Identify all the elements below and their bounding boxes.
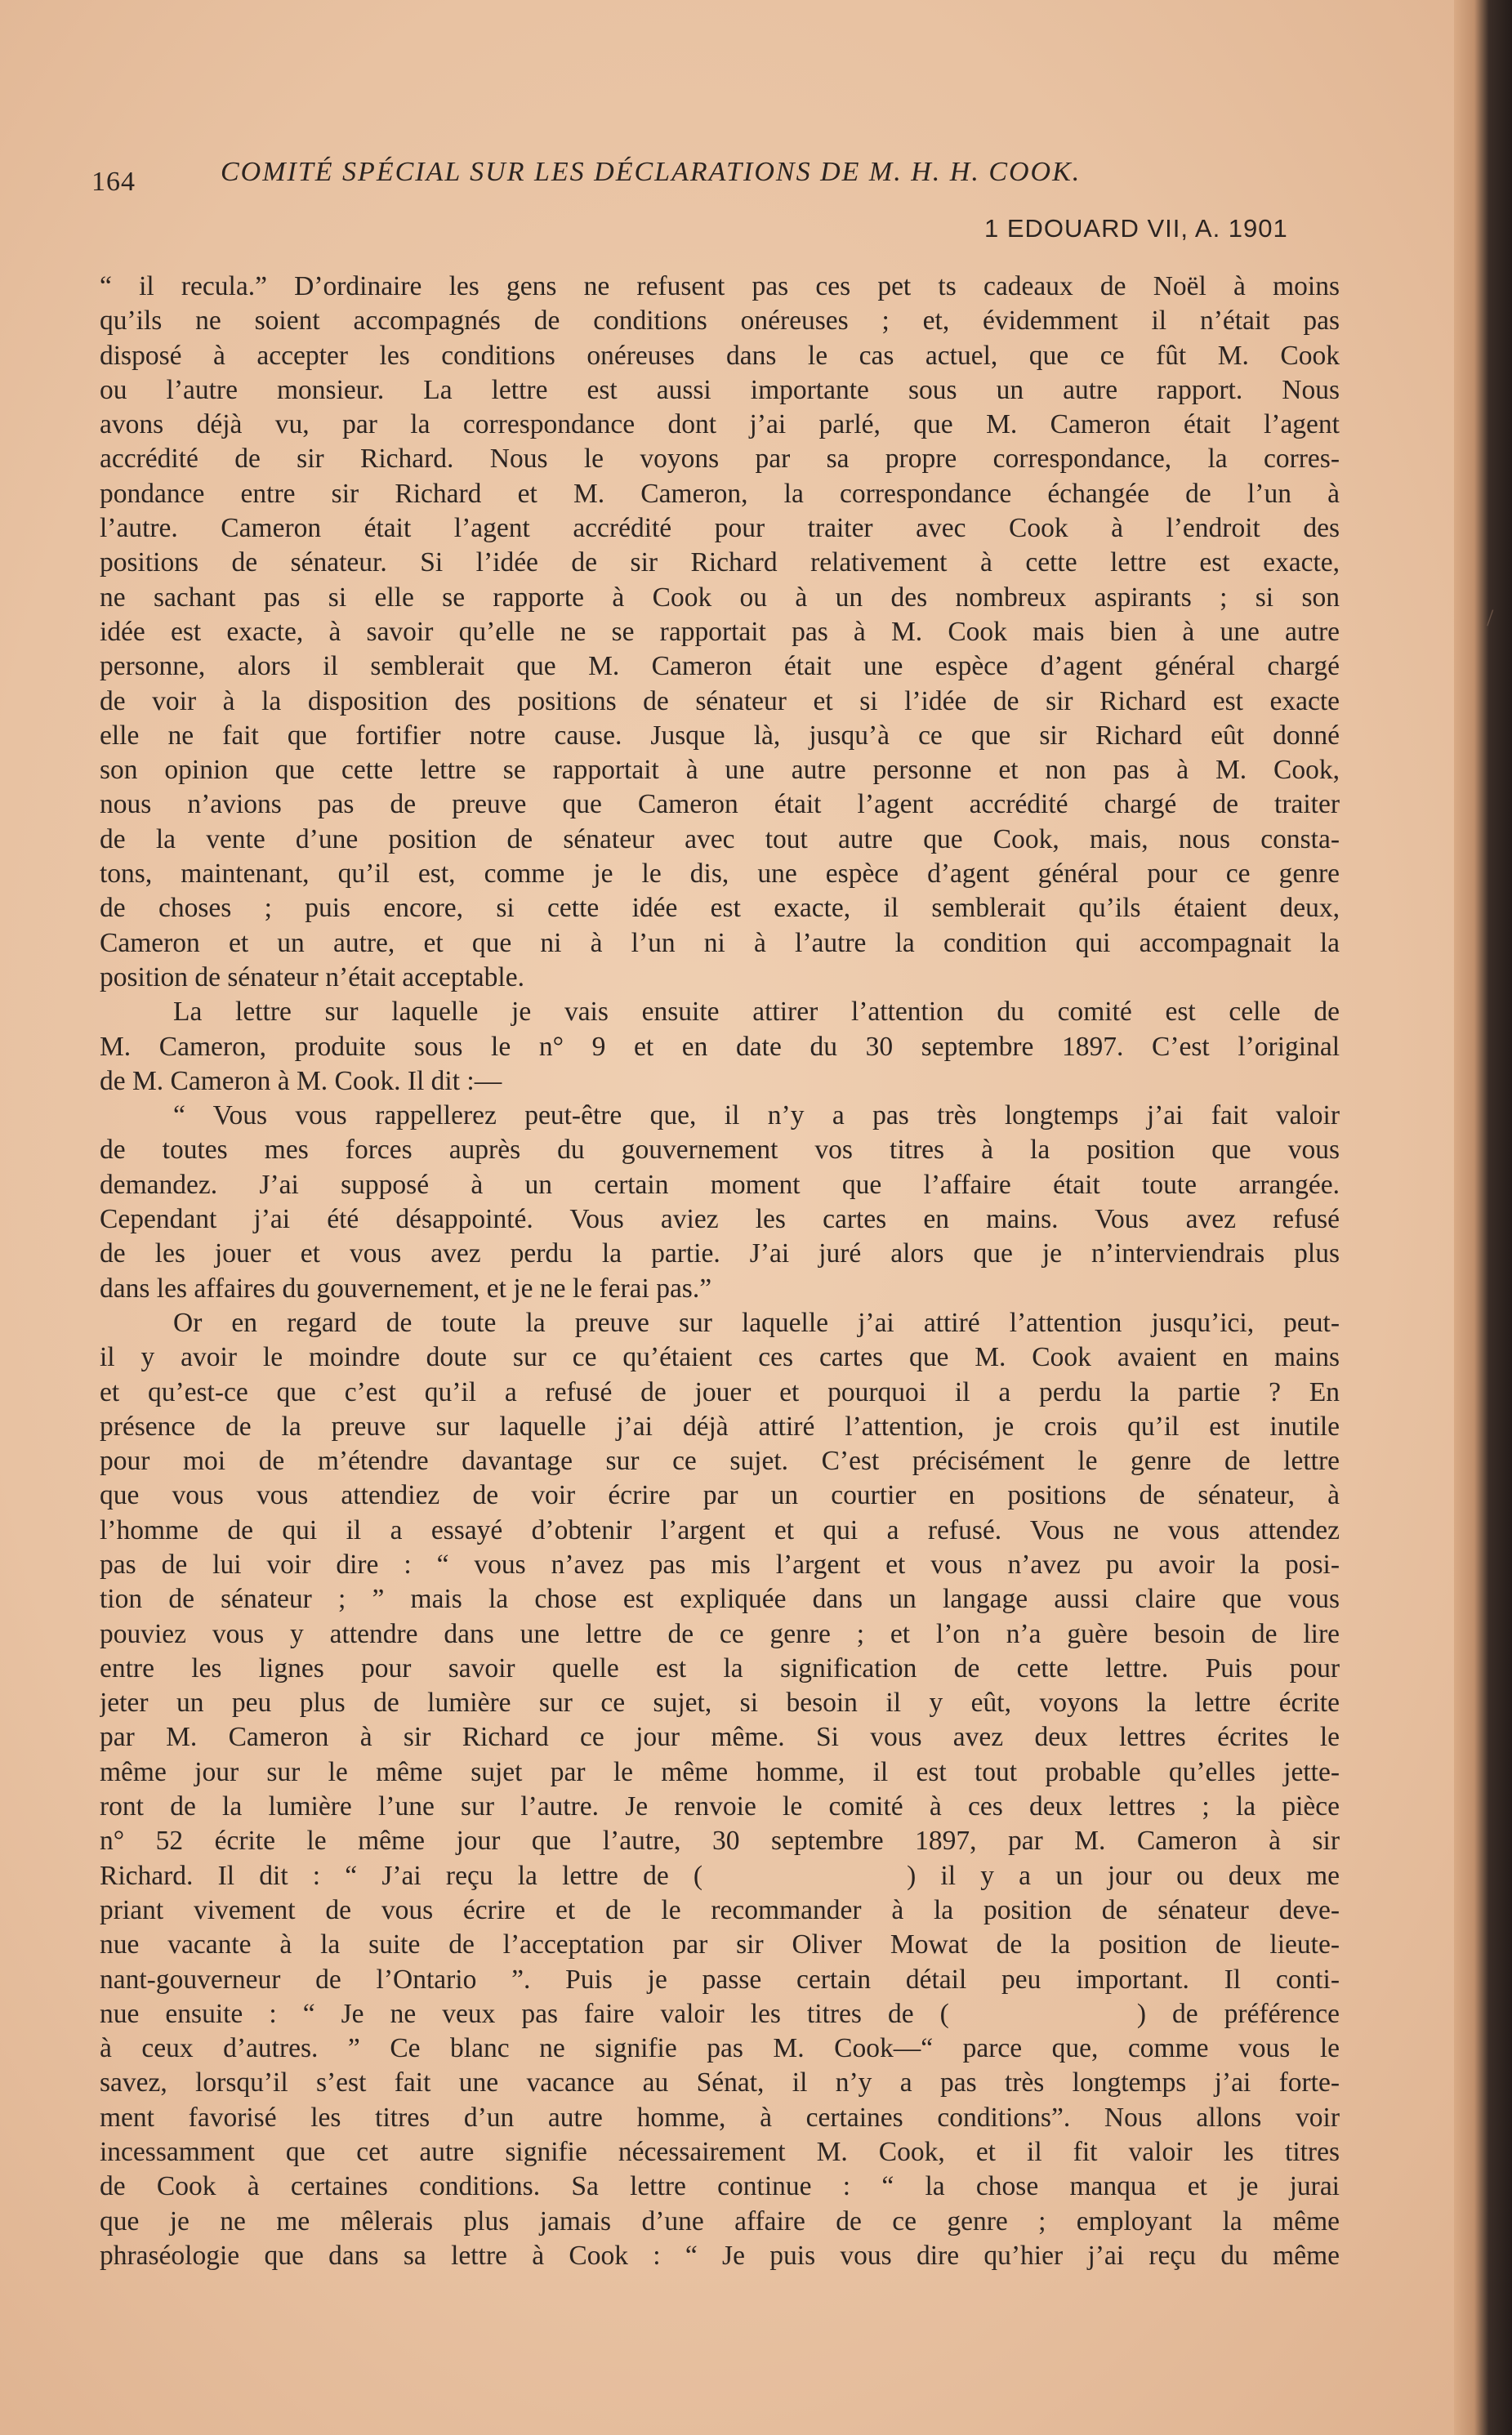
text-line-with-blank — [100, 1859, 1340, 1893]
text-line: tion de sénateur ; ” mais la chose est expliquée dans un langage aussi claire que vous — [100, 1584, 1340, 1615]
text-line: Cependant j’ai été désappointé. Vous aviez les cartes en mains. Vous avez refusé — [100, 1204, 1340, 1235]
text-line: l’homme de qui il a essayé d’obtenir l’argent et qui a refusé. Vous ne vous attendez — [100, 1514, 1340, 1545]
page-number: 164 — [91, 167, 136, 197]
text-line: demandez. J’ai supposé à un certain moment que l’affaire était toute arrangée. — [100, 1169, 1340, 1200]
margin-mark: / — [1487, 604, 1494, 631]
text-line: nous n’avions pas de preuve que Cameron était l’agent accrédité chargé de traiter — [100, 789, 1340, 820]
text-line-with-blank — [100, 1997, 1340, 2031]
text-line: priant vivement de vous écrire et de le recommander à la position de sénateur deve- — [100, 1894, 1340, 1925]
text-line: elle ne fait que fortifier notre cause. Jusque là, jusqu’à ce que sir Richard eût donné — [100, 720, 1340, 751]
text-line: à ceux d’autres. ” Ce blanc ne signifie pas M. Cook—“ parce que, comme vous le — [100, 2033, 1340, 2064]
text-line: idée est exacte, à savoir qu’elle ne se rapportait pas à M. Cook mais bien à une autre — [100, 616, 1340, 647]
text-line: par M. Cameron à sir Richard ce jour même. Si vous avez deux lettres écrites le — [100, 1722, 1340, 1753]
text-segment: nue ensuite : “ Je ne veux pas faire valoir les titres de ( — [100, 1998, 949, 2029]
text-line: qu’ils ne soient accompagnés de conditions onéreuses ; et, évidemment il n’était pas — [100, 305, 1340, 337]
text-line: La lettre sur laquelle je vais ensuite attirer l’attention du comité est celle de — [173, 997, 1340, 1028]
text-line: de les jouer et vous avez perdu la partie. J’ai juré alors que je n’interviendrais plus — [100, 1238, 1340, 1269]
text-line: personne, alors il semblerait que M. Cameron était une espèce d’agent général chargé — [100, 651, 1340, 682]
text-line: Cameron et un autre, et que ni à l’un ni à l’autre la condition qui accompagnait la — [100, 927, 1340, 958]
text-line: disposé à accepter les conditions onéreuses dans le cas actuel, que ce fût M. Cook — [100, 340, 1340, 371]
text-line: Or en regard de toute la preuve sur laquelle j’ai attiré l’attention jusqu’ici, peut- — [173, 1307, 1340, 1338]
text-line: pondance entre sir Richard et M. Cameron, la correspondance échangée de l’un à — [100, 478, 1340, 509]
text-line: que je ne me mêlerais plus jamais d’une affaire de ce genre ; employant la même — [100, 2205, 1340, 2237]
text-line: avons déjà vu, par la correspondance dont j’ai parlé, que M. Cameron était l’agent — [100, 409, 1340, 440]
text-line: nant-gouverneur de l’Ontario ”. Puis je passe certain détail peu important. Il conti- — [100, 1964, 1340, 1995]
session-label: 1 EDOUARD VII, A. 1901 — [984, 214, 1288, 243]
text-line: ne sachant pas si elle se rapporte à Cook ou à un des nombreux aspirants ; si son — [100, 582, 1340, 613]
body-text — [100, 270, 1340, 2273]
text-line: que vous vous attendiez de voir écrire par un courtier en positions de sénateur, à — [100, 1480, 1340, 1511]
text-line: de M. Cameron à M. Cook. Il dit :— — [100, 1065, 502, 1096]
text-line: tons, maintenant, qu’il est, comme je le dis, une espèce d’agent général pour ce genre — [100, 858, 1340, 890]
text-line: entre les lignes pour savoir quelle est la signification de cette lettre. Puis pour — [100, 1652, 1340, 1684]
text-line: position de sénateur n’était acceptable. — [100, 961, 524, 992]
text-line: n° 52 écrite le même jour que l’autre, 30 septembre 1897, par M. Cameron à sir — [100, 1826, 1340, 1857]
text-line: il y avoir le moindre doute sur ce qu’étaient ces cartes que M. Cook avaient en mains — [100, 1342, 1340, 1373]
text-line: son opinion que cette lettre se rapportait à une autre personne et non pas à M. Cook, — [100, 755, 1340, 786]
text-line: savez, lorsqu’il s’est fait une vacance au Sénat, il n’y a pas très longtemps j’ai forte- — [100, 2067, 1340, 2098]
text-line: M. Cameron, produite sous le n° 9 et en date du 30 septembre 1897. C’est l’original — [100, 1031, 1340, 1062]
text-line: même jour sur le même sujet par le même homme, il est tout probable qu’elles jette- — [100, 1756, 1340, 1787]
text-line: positions de sénateur. Si l’idée de sir Richard relativement à cette lettre est exacte, — [100, 547, 1340, 578]
text-line: jeter un peu plus de lumière sur ce sujet, si besoin il y eût, voyons la lettre écrite — [100, 1688, 1340, 1719]
text-line: de la vente d’une position de sénateur avec tout autre que Cook, mais, nous consta- — [100, 823, 1340, 854]
text-line: nue vacante à la suite de l’acceptation par sir Oliver Mowat de la position de lieute- — [100, 1929, 1340, 1960]
text-line: de choses ; puis encore, si cette idée est exacte, il semblerait qu’ils étaient deux, — [100, 893, 1340, 924]
text-line: ment favorisé les titres d’un autre homme, à certaines conditions”. Nous allons voir — [100, 2102, 1340, 2133]
text-line: et qu’est-ce que c’est qu’il a refusé de jouer et pourquoi il a perdu la partie ? En — [100, 1376, 1340, 1407]
running-title: COMITÉ SPÉCIAL SUR LES DÉCLARATIONS DE M. H. H. COOK. — [221, 157, 1082, 187]
text-line: phraséologie que dans sa lettre à Cook : “ Je puis vous dire qu’hier j’ai reçu du même — [100, 2240, 1340, 2271]
text-line: l’autre. Cameron était l’agent accrédité pour traiter avec Cook à l’endroit des — [100, 513, 1340, 544]
page-binding-edge — [1454, 0, 1512, 2435]
text-segment: ) il y a un jour ou deux me — [907, 1860, 1340, 1891]
text-line: de voir à la disposition des positions de sénateur et si l’idée de sir Richard est exacte — [100, 685, 1340, 716]
text-line: “ Vous vous rappellerez peut-être que, il n’y a pas très longtemps j’ai fait valoir — [173, 1100, 1340, 1131]
text-line: de Cook à certaines conditions. Sa lettre continue : “ la chose manqua et je jurai — [100, 2171, 1340, 2202]
text-segment: Richard. Il dit : “ J’ai reçu la lettre de ( — [100, 1860, 703, 1891]
text-line: pour moi de m’étendre davantage sur ce sujet. C’est précisément le genre de lettre — [100, 1446, 1340, 1477]
text-segment: ) de préférence — [1136, 1998, 1340, 2029]
text-line: incessamment que cet autre signifie nécessairement M. Cook, et il fit valoir les titres — [100, 2137, 1340, 2168]
text-line: “ il recula.” D’ordinaire les gens ne refusent pas ces pet ts cadeaux de Noël à moins — [100, 271, 1340, 301]
text-line: présence de la preuve sur laquelle j’ai déjà attiré l’attention, je crois qu’il est inutile — [100, 1411, 1340, 1442]
text-line: accrédité de sir Richard. Nous le voyons par sa propre correspondance, la corres- — [100, 444, 1340, 475]
text-line: ou l’autre monsieur. La lettre est aussi importante sous un autre rapport. Nous — [100, 374, 1340, 405]
text-line: ront de la lumière l’une sur l’autre. Je renvoie le comité à ces deux lettres ; la pièce — [100, 1791, 1340, 1822]
text-line: dans les affaires du gouvernement, et je ne le ferai pas.” — [100, 1273, 712, 1304]
text-line: pas de lui voir dire : “ vous n’avez pas mis l’argent et vous n’avez pu avoir la posi- — [100, 1549, 1340, 1580]
text-line: de toutes mes forces auprès du gouvernement vos titres à la position que vous — [100, 1135, 1340, 1166]
text-line: pouviez vous y attendre dans une lettre de ce genre ; et l’on n’a guère besoin de lire — [100, 1618, 1340, 1649]
